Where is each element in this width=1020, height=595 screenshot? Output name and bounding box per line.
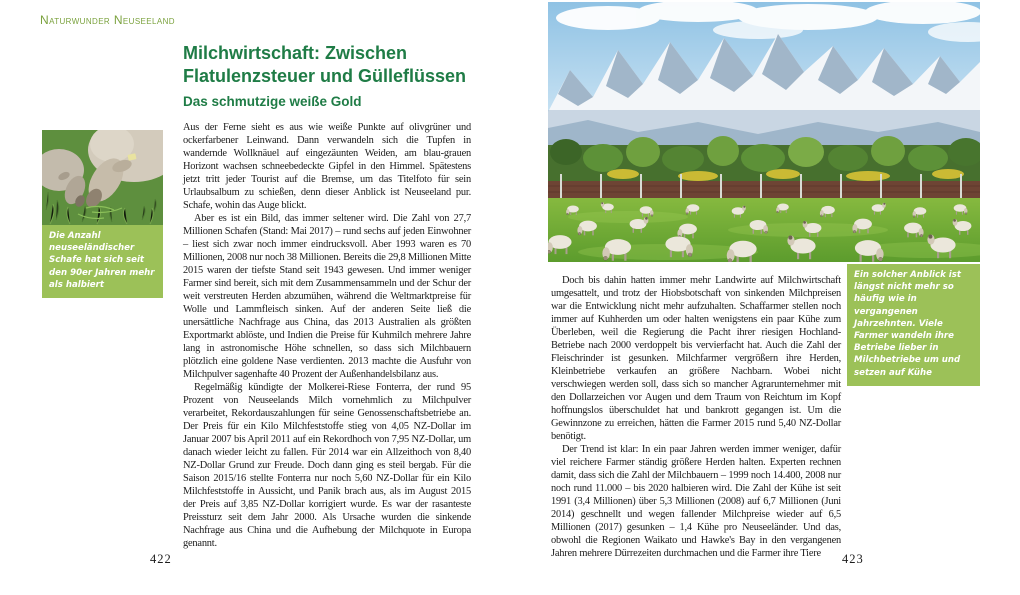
paragraph: Der Trend ist klar: In ein paar Jahren werden immer weniger, dafür viel reichere Farmer ständig größere Herden halten. Experten rechnen damit, dass sich die Zahl der Milchbauern – 1999 noch 14.400, 2008 nur noch rund 11.000 – bis 2020 halbieren wird. Die Zahl der Kühe ist seit 1991 (3,4 Millionen) über 5,3 Millionen (2008) auf 6,7 Millionen (Juni 2014) geschnellt und wegen fallender Milchpreise wieder auf 6,5 Millionen (2017) gesunken – 1,4 Kühe pro Neuseeländer. Und das, obwohl die Regionen Waikato und Hawke's Bay in den vergangenen Jahren mehrere Dürrezeiten durchmachen und die Farmer ihre Tiere [551,444,841,559]
sheep-closeup-figure [42,130,163,225]
page-number-right: 423 [842,552,864,566]
paragraph: Regelmäßig kündigte der Molkerei-Riese Fonterra, der rund 95 Prozent von Neuseelands Milch vornehmlich zu Milchpulver verarbeitet, Rekordauszahlungen für seine Genossenschaftsbetriebe an. Der Preis für ein Kilo Milchfeststoffe stieg von 4,05 NZ-Dollar im Januar 2007 bis April 2011 auf ein Rekordhoch von 7,95 NZ-Dollar, um danach wieder leicht zu fallen. Für 2014 war ein Allzeithoch von 8,40 NZ-Dollar Grund zur Freude. Doch dann ging es steil bergab. Für die Saison 2015/16 stellte Fonterra nur noch 5,60 NZ-Dollar für ein Kilo Milchfeststoffe in Aussicht, und Panik brach aus, als im August 2015 der Preis auf 3,85 NZ-Dollar korrigiert wurde. Es war der rasanteste Preissturz seit dem Jahr 2000. Als Ursache wurden die sinkende Nachfrage aus China und die Aufhebung der Milchquote in Europa genannt. [183,382,471,549]
paragraph: Doch bis dahin hatten immer mehr Landwirte auf Milchwirtschaft umgesattelt, und trotz der Hiobsbotschaft von sinkenden Milchpreisen war die Entwicklung nicht mehr aufzuhalten. Schaffarmer stellen noch immer auf Kuhherden um oder halten wenigstens ein paar Kühe zum Überleben, weil die Regierung die Pacht ihrer riesigen Hochland-Betriebe nach 2000 verdoppelt bis vervierfacht hat. Auch die Zahl der Fleischrinder ist gesunken. Milchfarmer vergrößern ihre Herden, Kleinbetriebe verkaufen an größere Nachbarn. Wobei nicht verschwiegen werden soll, dass sich so mancher Agrarunternehmer mit den Dollarzeichen vor Augen und dem Traum von Reichtum im Kopf hoffnungslos überschuldet hat und bankrott gegangen ist. Um die Gewinnzone zu erreichen, hätten die Farmer 2015 rund 5,40 NZ-Dollar benötigt. [551,275,841,442]
sheep-pasture-figure [548,2,980,262]
article-title: Milchwirtschaft: Zwischen Flatulenzsteuer und Gülleflüssen [183,43,467,86]
sheep-pasture-photo [548,2,980,262]
right-figure-caption: Ein solcher Anblick ist längst nicht mehr so häufig wie in vergangenen Jahrzehnten. Viele Farmer wandeln ihre Betriebe lieber in Milchbetriebe um und setzen auf Kühe [847,264,980,386]
left-text-column [183,121,471,550]
paragraph: Aus der Ferne sieht es aus wie weiße Punkte auf olivgrüner und ockerfarbener Leinwand. Dann verwandeln sich die Tupfen in wandernde Wollknäuel auf eingezäunten Weiden, am blau-grauen Horizont wachsen schneebedeckte Gipfel in den Himmel. Spätestens jetzt tritt jeder Tourist auf die Bremse, um das Titelfoto für sein Urlaubsalbum zu schießen, denn dieser Anblick ist Neuseeland pur. Schafe, wohin das Auge blickt. [183,122,471,211]
article-subtitle: Das schmutzige weiße Gold [183,94,362,109]
page-number-left: 422 [150,552,172,566]
sheep-closeup-photo [42,130,163,225]
left-figure-caption: Die Anzahl neuseeländischer Schafe hat sich seit den 90er Jahren mehr als halbiert [42,225,163,298]
paragraph: Aber es ist ein Bild, das immer seltener wird. Die Zahl von 27,7 Millionen Schafen (Stand: Mai 2017) – rund sechs auf jeden Einwohner – liest sich zwar noch immer eindrucksvoll. Aber 1993 waren es 70 Millionen, 2008 nur noch 38 Millionen. Bereits die 29,8 Millionen Mitte 2015 waren der tiefste Stand seit 1943 gewesen. Und immer weniger Farmer sind bereit, sich mit dem Zusammensammeln und der Schur der weit verstreuten Herden abzumühen, während die Weltmarktpreise für Wolle und Lammfleisch sinken. Auf der anderen Seite ließ die unersättliche Nachfrage aus China, das 2013 Australien als größten Exportmarkt ablöste, und Indien die Preise für Kuhmilch mehrere Jahre lang in astronomische Höhe schnellen, so dass sich Milchbauern plötzlich eine goldene Nase verdienten. 2013 machte die Ausfuhr von Milchpulver sagenhafte 40 Prozent der Außenhandelsbilanz aus. [183,213,471,380]
chapter-header: Naturwunder Neuseeland [40,13,175,27]
right-text-column [551,274,841,560]
